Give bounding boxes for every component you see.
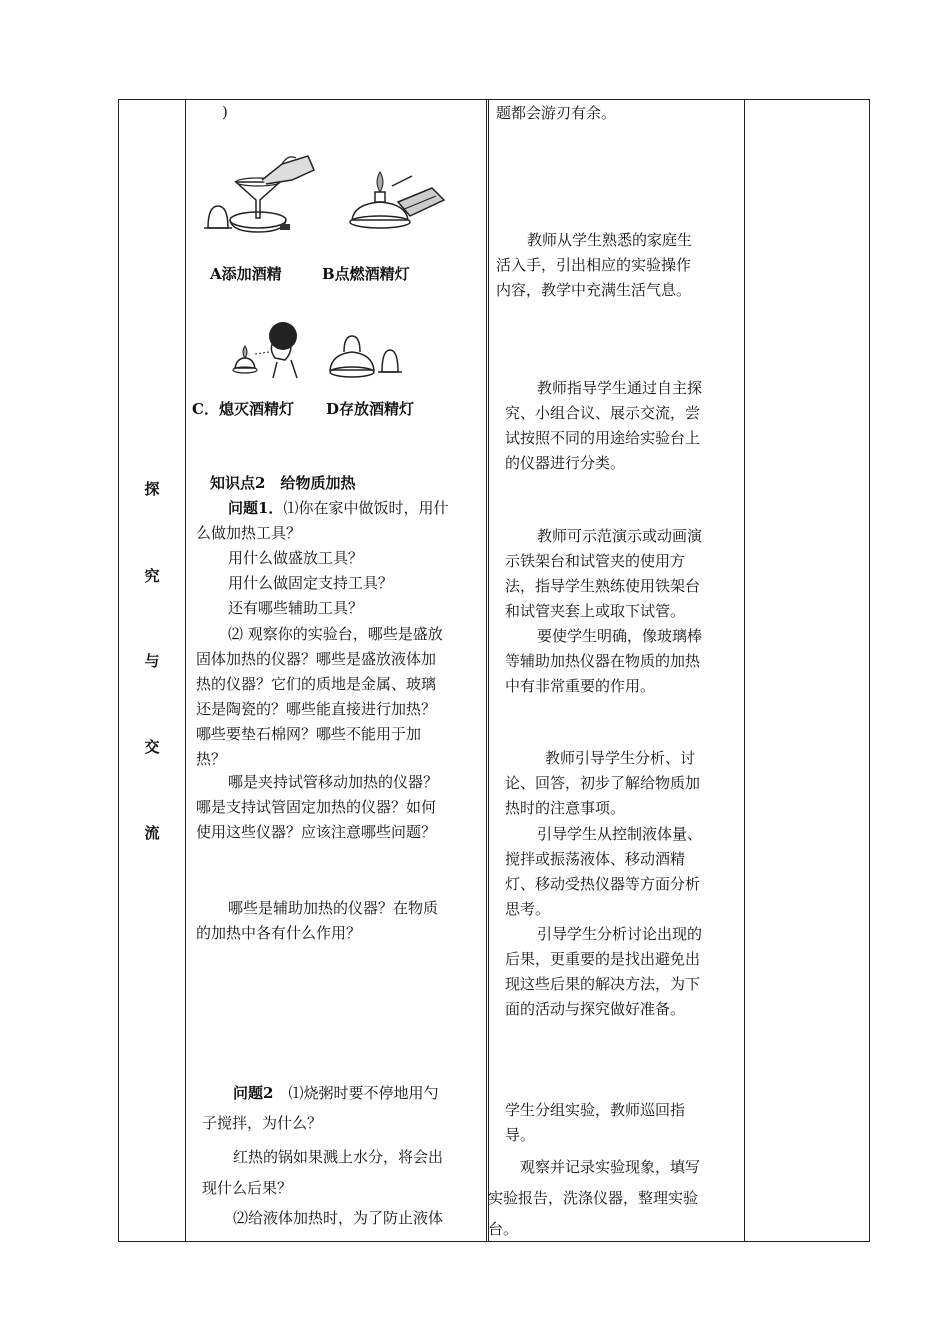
question-line: 用什么做固定支持工具？ [228, 574, 394, 592]
column-divider [486, 100, 489, 1241]
question-line: ⑵给液体加热时，为了防止液体 [233, 1209, 444, 1227]
question-line: 的加热中各有什么作用？ [196, 924, 362, 942]
question-line: 热？ [196, 750, 227, 768]
teaching-note-line: 观察并记录实验现象，填写 [520, 1158, 701, 1176]
question-line: 哪些是辅助加热的仪器？在物质 [228, 899, 439, 917]
teaching-note-line: 引导学生从控制液体量、 [537, 825, 703, 843]
teaching-note-line: 教师引导学生分析、讨 [545, 749, 696, 767]
teaching-note-line: 灯、移动受热仪器等方面分析 [505, 875, 701, 893]
question-line: 哪些要垫石棉网？哪些不能用于加 [196, 725, 422, 743]
question-2-text: ⑴烧粥时要不停地用勺 [288, 1084, 439, 1102]
teaching-note-line: 和试管夹套上或取下试管。 [505, 602, 686, 620]
section-label-char: 与 [144, 652, 160, 670]
closing-paren: ) [222, 103, 228, 121]
knowledge-point-title: 知识点2 给物质加热 [210, 474, 356, 492]
teaching-note-line: 教师从学生熟悉的家庭生 [527, 231, 693, 249]
teaching-note-line: 教师可示范演示或动画演 [537, 527, 703, 545]
question-2-line [233, 1081, 438, 1106]
question-line: 子搅拌，为什么？ [202, 1114, 323, 1132]
teaching-note-line: 法，指导学生熟练使用铁架台 [505, 577, 701, 595]
teaching-note-line: 现这些后果的解决方法，为下 [505, 975, 701, 993]
figure-caption-a: A添加酒精 [210, 265, 282, 283]
column-divider [744, 100, 745, 1241]
teaching-note-line: 试按照不同的用途给实验台上 [505, 429, 701, 447]
teaching-note-line: 搅拌或振荡液体、移动酒精 [505, 850, 686, 868]
teaching-note-line: 导。 [505, 1126, 536, 1144]
section-label-char: 流 [144, 824, 160, 842]
teaching-note-line: 究、小组合议、展示交流，尝 [505, 404, 701, 422]
store-lamp-illustration [326, 330, 406, 380]
teaching-note-line: 论、回答，初步了解给物质加 [505, 774, 701, 792]
question-line: 哪是支持试管固定加热的仪器？如何 [196, 798, 437, 816]
teaching-note-line: 学生分组实验，教师巡回指 [505, 1101, 686, 1119]
teaching-note-line: 活入手，引出相应的实验操作 [496, 256, 692, 274]
figure-caption-c: C．熄灭酒精灯 [192, 400, 294, 418]
question-line: ⑵ 观察你的实验台，哪些是盛放 [228, 625, 443, 643]
question-1-line [228, 496, 448, 521]
teaching-note-line: 中有非常重要的作用。 [505, 677, 656, 695]
question-line: 现什么后果？ [202, 1179, 293, 1197]
column-divider [185, 100, 186, 1241]
extinguish-lamp-illustration [225, 318, 305, 380]
teaching-note-line: 等辅助加热仪器在物质的加热 [505, 652, 701, 670]
question-1-label: 问题1． [228, 499, 284, 517]
question-line: 还有哪些辅助工具？ [228, 599, 364, 617]
teaching-note-line: 思考。 [505, 900, 551, 918]
teaching-note-line: 题都会游刃有余。 [496, 104, 617, 122]
question-line: 固体加热的仪器？哪些是盛放液体加 [196, 650, 437, 668]
teaching-note-line: 要使学生明确，像玻璃棒 [537, 627, 703, 645]
teaching-note-line: 内容，教学中充满生活气息。 [496, 281, 692, 299]
light-lamp-illustration [340, 158, 450, 238]
question-line: 还是陶瓷的？哪些能直接进行加热？ [196, 700, 437, 718]
teaching-note-line: 后果，更重要的是找出避免出 [505, 950, 701, 968]
teaching-note-line: 热时的注意事项。 [505, 799, 626, 817]
question-line: 使用这些仪器？应该注意哪些问题？ [196, 823, 437, 841]
section-label-char: 究 [144, 567, 160, 585]
teaching-note-line: 教师指导学生通过自主探 [537, 379, 703, 397]
teaching-note-line: 台。 [488, 1220, 519, 1238]
teaching-note-line: 实验报告，洗涤仪器，整理实验 [488, 1189, 699, 1207]
question-line: 红热的锅如果溅上水分，将会出 [233, 1148, 444, 1166]
section-label-char: 交 [144, 738, 160, 756]
question-1-text: ⑴你在家中做饭时，用什 [283, 499, 449, 517]
figure-caption-d: D存放酒精灯 [326, 400, 415, 418]
teaching-note-line: 引导学生分析讨论出现的 [537, 925, 703, 943]
question-line: 哪是夹持试管移动加热的仪器？ [228, 773, 439, 791]
figure-caption-b: B点燃酒精灯 [322, 265, 410, 283]
teaching-note-line: 示铁架台和试管夹的使用方 [505, 552, 686, 570]
teaching-note-line: 的仪器进行分类。 [505, 454, 626, 472]
question-line: 么做加热工具？ [196, 524, 302, 542]
question-line: 用什么做盛放工具？ [228, 549, 364, 567]
teaching-note-line: 面的活动与探究做好准备。 [505, 1000, 686, 1018]
question-line: 热的仪器？它们的质地是金属、玻璃 [196, 675, 437, 693]
question-2-label: 问题2 [233, 1084, 274, 1102]
section-label-char: 探 [144, 480, 160, 498]
add-alcohol-illustration [196, 150, 321, 235]
